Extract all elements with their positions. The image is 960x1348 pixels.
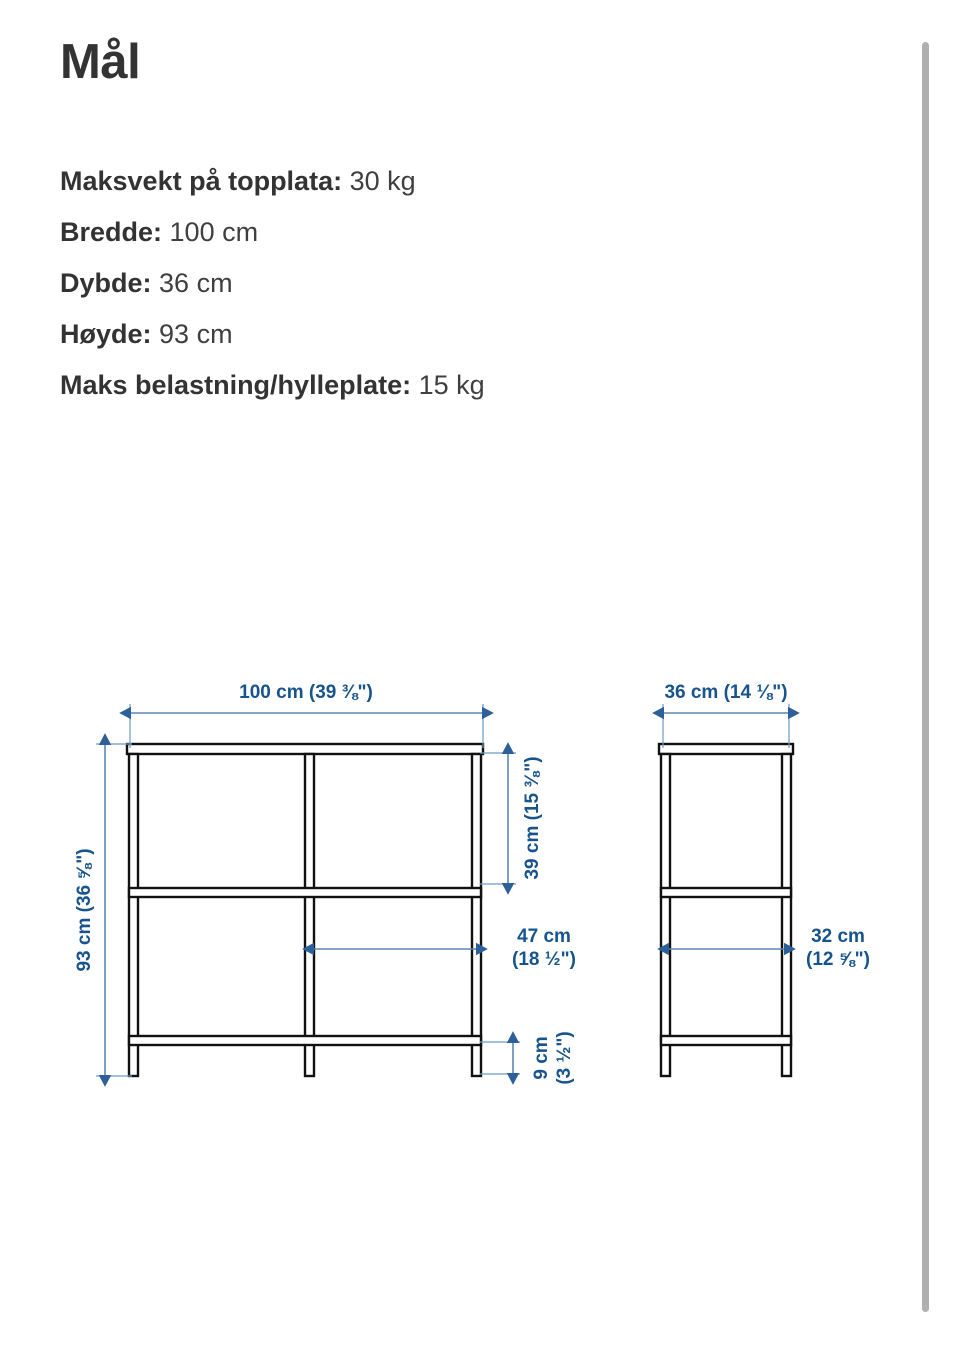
side-view-frame	[659, 744, 793, 1076]
spec-label: Dybde:	[60, 268, 152, 298]
label-compartment-width: 47 cm (18 ½")	[512, 926, 576, 970]
dimension-drawing	[0, 640, 940, 1140]
dimensions-section	[60, 34, 860, 400]
spec-row-max-shelf-load	[60, 360, 860, 411]
front-view-frame	[127, 744, 483, 1076]
spec-label: Høyde:	[60, 319, 152, 349]
dimension-labels	[74, 682, 788, 972]
spec-value: 36 cm	[159, 268, 233, 298]
spec-value: 15 kg	[418, 370, 485, 400]
scrollbar-track[interactable]	[925, 0, 935, 1348]
spec-label: Maks belastning/hylleplate:	[60, 370, 412, 400]
label-side-depth: 36 cm (14 ⅛")	[664, 682, 788, 703]
page-title: Mål	[60, 35, 141, 89]
spec-value: 30 kg	[349, 166, 416, 196]
dimension-labels-multiline	[512, 926, 870, 1085]
spec-list	[60, 156, 860, 411]
spec-value: 93 cm	[159, 319, 233, 349]
scrollbar-thumb[interactable]	[922, 42, 929, 1312]
label-front-height: 93 cm (36 ⅝")	[74, 848, 95, 972]
spec-row-max-top-load	[60, 156, 860, 207]
spec-value: 100 cm	[169, 217, 259, 247]
label-front-width: 100 cm (39 ⅜")	[239, 682, 373, 703]
label-upper-compartment-height-line1: 39 cm (15 ⅜")	[522, 756, 543, 880]
spec-row-depth	[60, 258, 860, 309]
spec-row-height	[60, 309, 860, 360]
spec-row-width	[60, 207, 860, 258]
label-shelf-depth: 32 cm (12 ⅝")	[806, 926, 870, 970]
spec-label: Maksvekt på topplata:	[60, 166, 343, 196]
spec-label: Bredde:	[60, 217, 163, 247]
label-leg-height: 9 cm (3 ½")	[531, 1031, 575, 1085]
